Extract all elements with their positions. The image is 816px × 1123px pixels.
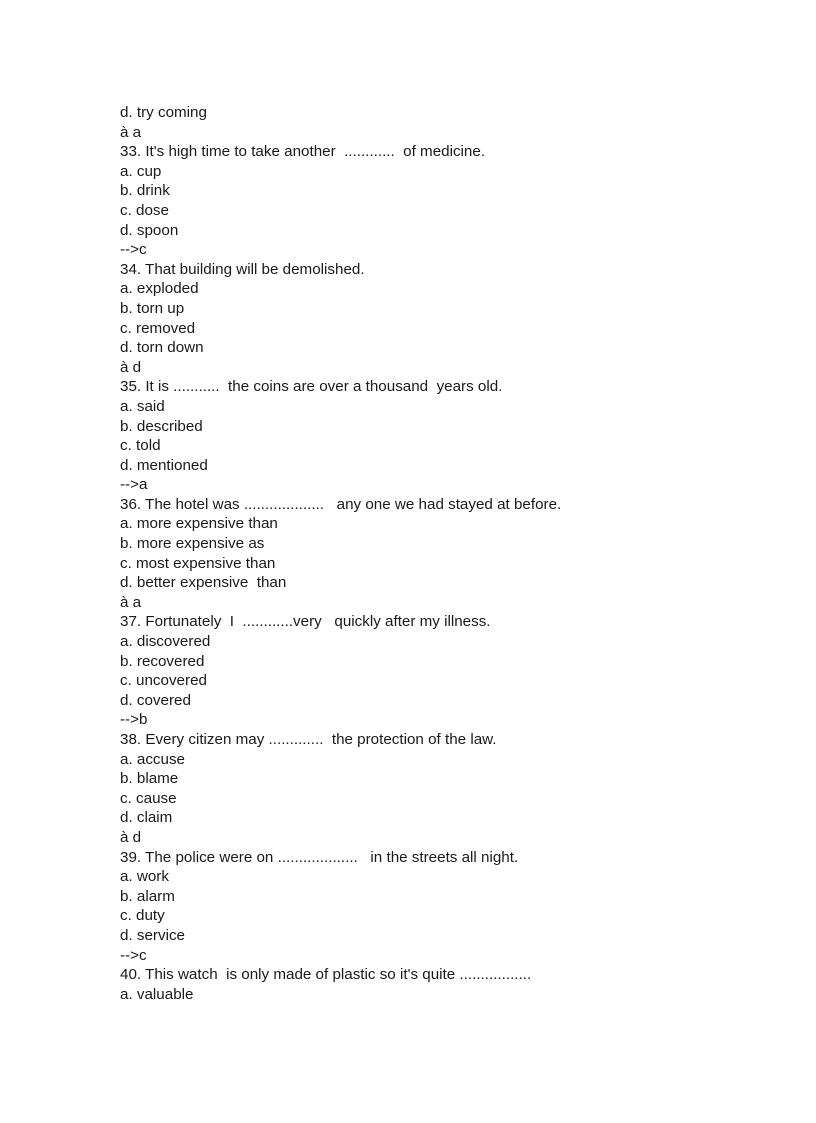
option-line: c. duty (120, 907, 165, 925)
option-line: d. spoon (120, 221, 179, 239)
option-line: b. drink (120, 182, 170, 200)
option-line: c. uncovered (120, 672, 207, 690)
option-line: a. valuable (120, 985, 194, 1003)
option-line: d. service (120, 926, 185, 944)
option-line: d. claim (120, 809, 173, 827)
option-line: a. more expensive than (120, 515, 278, 533)
option-line: c. told (120, 437, 161, 455)
answer-line: à a (120, 593, 142, 611)
option-line: c. most expensive than (120, 554, 276, 572)
question-33: 33. It's high time to take another ............ of medicine. (120, 143, 486, 161)
text-line: d. try coming (120, 104, 207, 121)
option-line: a. said (120, 397, 165, 415)
option-line: a. cup (120, 162, 162, 180)
option-line: a. discovered (120, 633, 211, 651)
option-line: b. more expensive as (120, 535, 265, 553)
option-line: a. accuse (120, 750, 186, 768)
answer-line: -->c (120, 946, 147, 964)
option-line: a. work (120, 868, 169, 886)
option-line: c. cause (120, 789, 177, 807)
document-page (120, 103, 780, 1004)
question-34: 34. That building will be demolished. (120, 260, 365, 278)
question-40: 40. This watch is only made of plastic so it's quite ................. (120, 966, 532, 984)
option-line: b. torn up (120, 299, 185, 317)
answer-line: -->c (120, 241, 147, 259)
option-line: d. covered (120, 691, 191, 709)
option-line: b. blame (120, 770, 179, 788)
question-37: 37. Fortunately I ............very quickly after my illness. (120, 613, 491, 631)
question-35: 35. It is ........... the coins are over a thousand years old. (120, 378, 503, 396)
answer-line: à d (120, 358, 142, 376)
option-line: a. exploded (120, 280, 199, 298)
question-36: 36. The hotel was ................... any one we had stayed at before. (120, 495, 562, 513)
option-line: c. removed (120, 319, 196, 337)
question-38: 38. Every citizen may ............. the protection of the law. (120, 731, 497, 748)
option-line: c. dose (120, 201, 169, 219)
answer-line: -->a (120, 476, 148, 494)
option-line: d. mentioned (120, 456, 208, 474)
answer-line: à d (120, 828, 142, 846)
option-line: b. alarm (120, 887, 175, 905)
answer-line: à a (120, 123, 142, 141)
answer-line: -->b (120, 711, 148, 729)
option-line: d. torn down (120, 339, 204, 357)
option-line: d. better expensive than (120, 574, 287, 592)
question-39: 39. The police were on ................... in the streets all night. (120, 848, 519, 866)
option-line: b. described (120, 417, 203, 435)
option-line: b. recovered (120, 652, 205, 670)
